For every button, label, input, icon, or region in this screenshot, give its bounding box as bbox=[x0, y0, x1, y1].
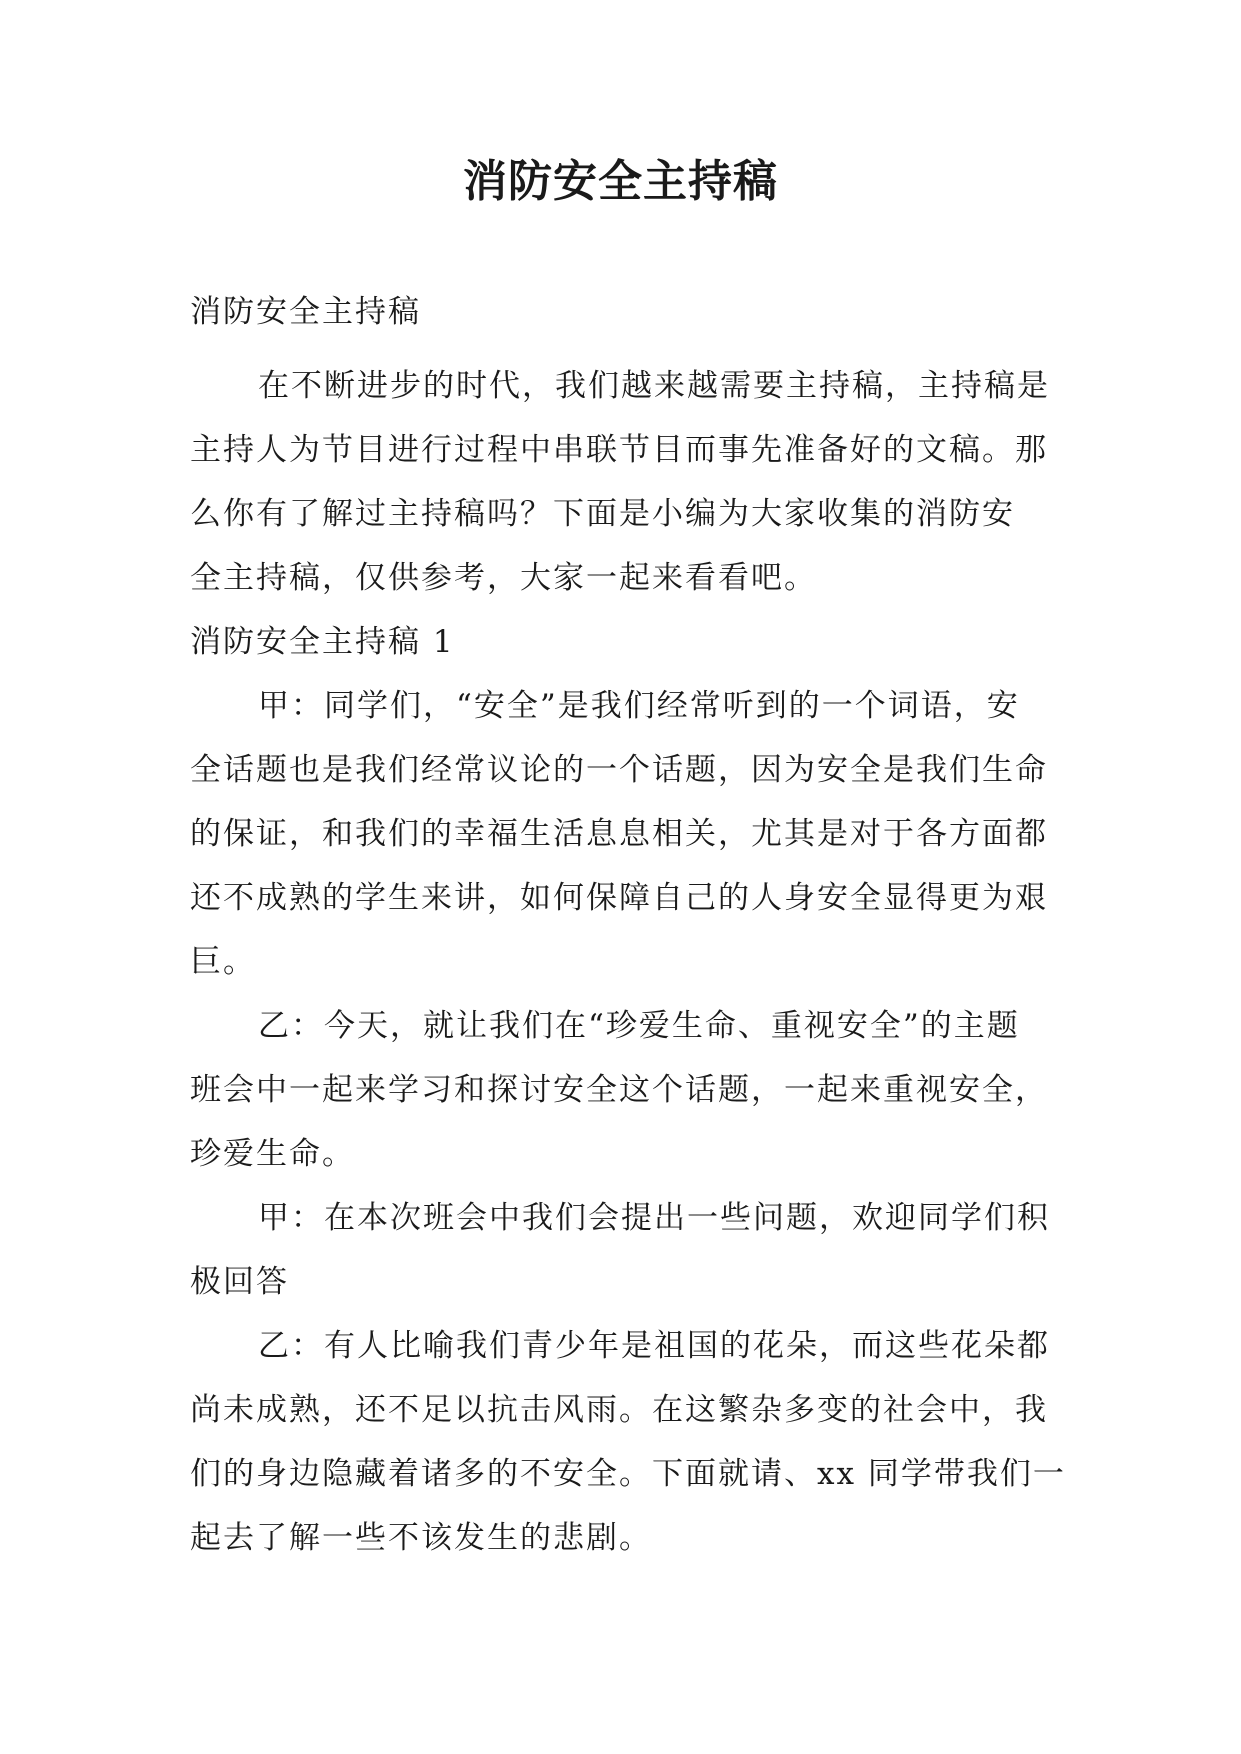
intro-line: 全主持稿，仅供参考，大家一起来看看吧。 bbox=[190, 560, 817, 596]
intro-line: 主持人为节目进行过程中串联节目而事先准备好的文稿。那 bbox=[190, 432, 1048, 468]
dialogue-line: 极回答 bbox=[190, 1264, 289, 1300]
dialogue-line: 们的身边隐藏着诸多的不安全。下面就请、xx 同学带我们一 bbox=[190, 1456, 1066, 1492]
dialogue-line: 甲：同学们，“安全”是我们经常听到的一个词语，安 bbox=[258, 688, 1020, 724]
intro-line: 在不断进步的时代，我们越来越需要主持稿，主持稿是 bbox=[258, 368, 1050, 404]
intro-line: 么你有了解过主持稿吗？下面是小编为大家收集的消防安 bbox=[190, 496, 1015, 532]
page-title: 消防安全主持稿 bbox=[463, 156, 778, 207]
dialogue-line: 巨。 bbox=[190, 944, 256, 980]
dialogue-line: 尚未成熟，还不足以抗击风雨。在这繁杂多变的社会中，我 bbox=[190, 1392, 1048, 1428]
dialogue-line: 甲：在本次班会中我们会提出一些问题，欢迎同学们积 bbox=[258, 1200, 1050, 1236]
dialogue-line: 起去了解一些不该发生的悲剧。 bbox=[190, 1520, 652, 1556]
dialogue-line: 珍爱生命。 bbox=[190, 1136, 355, 1172]
dialogue-body bbox=[190, 674, 1066, 1570]
intro-paragraph bbox=[190, 354, 1060, 610]
dialogue-line: 的保证，和我们的幸福生活息息相关，尤其是对于各方面都 bbox=[190, 816, 1048, 852]
dialogue-line: 班会中一起来学习和探讨安全这个话题，一起来重视安全， bbox=[190, 1072, 1048, 1108]
dialogue-line: 还不成熟的学生来讲，如何保障自己的人身安全显得更为艰 bbox=[190, 880, 1048, 916]
dialogue-line: 全话题也是我们经常议论的一个话题，因为安全是我们生命 bbox=[190, 752, 1048, 788]
dialogue-line: 乙：有人比喻我们青少年是祖国的花朵，而这些花朵都 bbox=[258, 1328, 1050, 1364]
section-heading: 消防安全主持稿 1 bbox=[190, 624, 455, 660]
dialogue-line: 乙：今天，就让我们在“珍爱生命、重视安全”的主题 bbox=[258, 1008, 1020, 1044]
document-subtitle: 消防安全主持稿 bbox=[190, 294, 421, 330]
